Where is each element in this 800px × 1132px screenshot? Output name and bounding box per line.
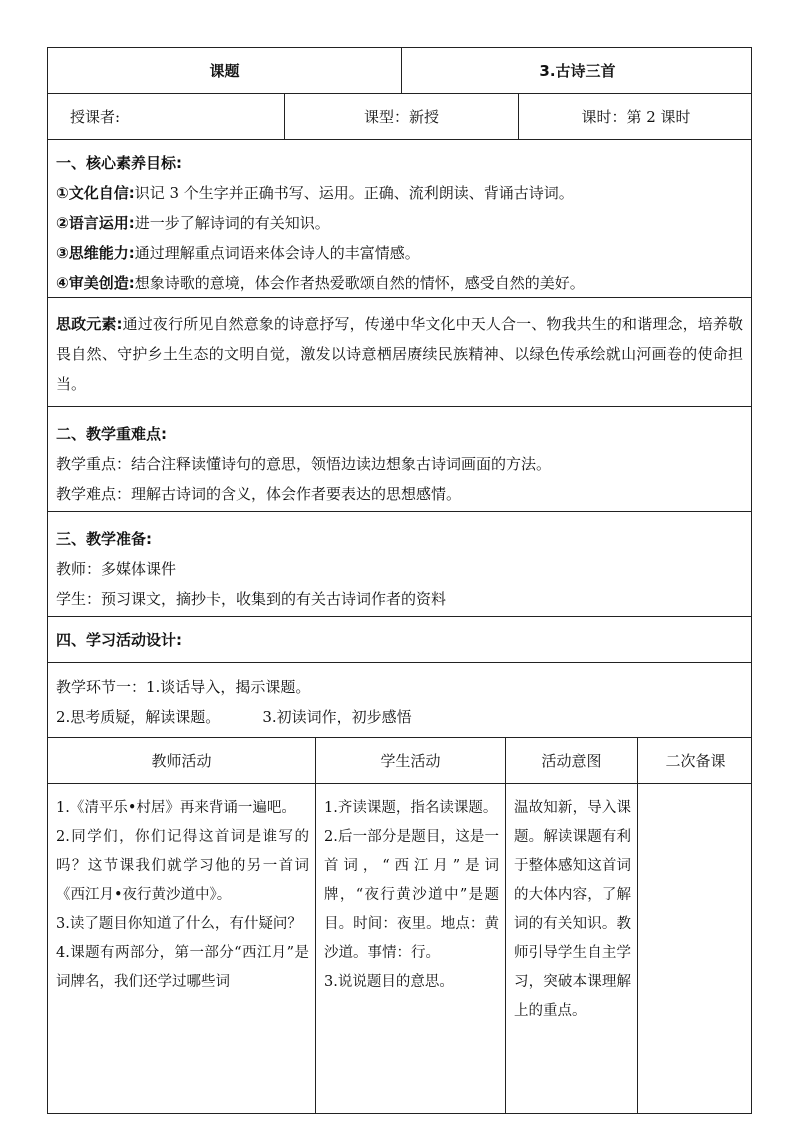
teacher-label-text: 授课者:	[70, 108, 121, 126]
title-label: 课题	[209, 62, 240, 80]
activity-heading: 四、学习活动设计:	[56, 631, 182, 649]
teacher-line: 1.《清平乐•村居》再来背诵一遍吧。	[56, 800, 296, 816]
lesson-type: 课型：新授	[284, 94, 518, 139]
meta-row	[47, 94, 752, 140]
title-value: 3.古诗三首	[401, 48, 753, 93]
ideology-section	[47, 298, 752, 407]
col-header-intent: 活动意图	[505, 738, 637, 783]
activity-table-body	[47, 784, 752, 1114]
goal-item: ②语言运用:进一步了解诗词的有关知识。	[56, 214, 330, 232]
col-header-student: 学生活动	[315, 738, 505, 783]
step-line-2: 2.思考质疑，解读课题。 3.初读词作，初步感悟	[56, 708, 412, 726]
lesson-time: 课时：第 2 课时	[518, 94, 753, 139]
teacher-activity-cell	[48, 784, 315, 1113]
col-header-teacher: 教师活动	[151, 752, 212, 770]
goals-heading: 一、核心素养目标:	[56, 154, 182, 172]
prep-section	[47, 512, 752, 617]
activity-step-row	[47, 663, 752, 738]
intent-text: 温故知新，导入课题。解读课题有利于整体感知这首词的大体内容，了解词的有关知识。教师引导学生自主学习，突破本课理解上的重点。	[514, 800, 631, 1019]
keypoints-difficulty: 教学难点：理解古诗词的含义，体会作者要表达的思想感情。	[56, 485, 462, 503]
student-line: 2.后一部分是题目，这是一首词，“西江月”是词牌，“夜行黄沙道中”是题目。时间：夜里。地点：黄沙道。事情：行。	[324, 829, 499, 961]
col-header-second-prep: 二次备课	[637, 738, 753, 783]
student-line: 1.齐读课题，指名读课题。	[324, 800, 498, 816]
goal-item: ①文化自信:识记 3 个生字并正确书写、运用。正确、流利朗读、背诵古诗词。	[56, 184, 574, 202]
keypoints-section	[47, 407, 752, 512]
teacher-label	[48, 94, 284, 139]
student-activity-cell	[315, 784, 505, 1113]
second-prep-cell	[637, 784, 753, 1113]
step-line-1: 教学环节一：1.谈话导入，揭示课题。	[56, 678, 311, 696]
goal-item: ③思维能力:通过理解重点词语来体会诗人的丰富情感。	[56, 244, 420, 262]
keypoints-heading: 二、教学重难点:	[56, 425, 167, 443]
teacher-line: 3.读了题目你知道了什么，有什疑问？	[56, 916, 302, 932]
activity-heading-row	[47, 617, 752, 663]
prep-heading: 三、教学准备:	[56, 530, 152, 548]
intent-cell	[505, 784, 637, 1113]
activity-table-header	[47, 738, 752, 784]
prep-student: 学生：预习课文，摘抄卡，收集到的有关古诗词作者的资料	[56, 590, 447, 608]
teacher-line: 4.课题有两部分，第一部分“西江月”是词牌名，我们还学过哪些词	[56, 945, 309, 990]
goal-item: ④审美创造:想象诗歌的意境，体会作者热爱歌颂自然的情怀，感受自然的美好。	[56, 274, 585, 292]
teacher-line: 2.同学们，你们记得这首词是谁写的吗？这节课我们就学习他的另一首词《西江月•夜行黄沙道中》。	[56, 829, 309, 903]
ideology-text: 思政元素:通过夜行所见自然意象的诗意抒写，传递中华文化中天人合一、物我共生的和谐理念，培养敬畏自然、守护乡土生态的文明自觉，激发以诗意栖居赓续民族精神、以绿色传承绘就山河画卷的使命担当。	[56, 315, 743, 393]
student-line: 3.说说题目的意思。	[324, 974, 454, 990]
prep-teacher: 教师：多媒体课件	[56, 560, 177, 578]
keypoints-focus: 教学重点：结合注释读懂诗句的意思，领悟边读边想象古诗词画面的方法。	[56, 455, 552, 473]
title-row	[47, 47, 752, 94]
goals-section	[47, 140, 752, 298]
